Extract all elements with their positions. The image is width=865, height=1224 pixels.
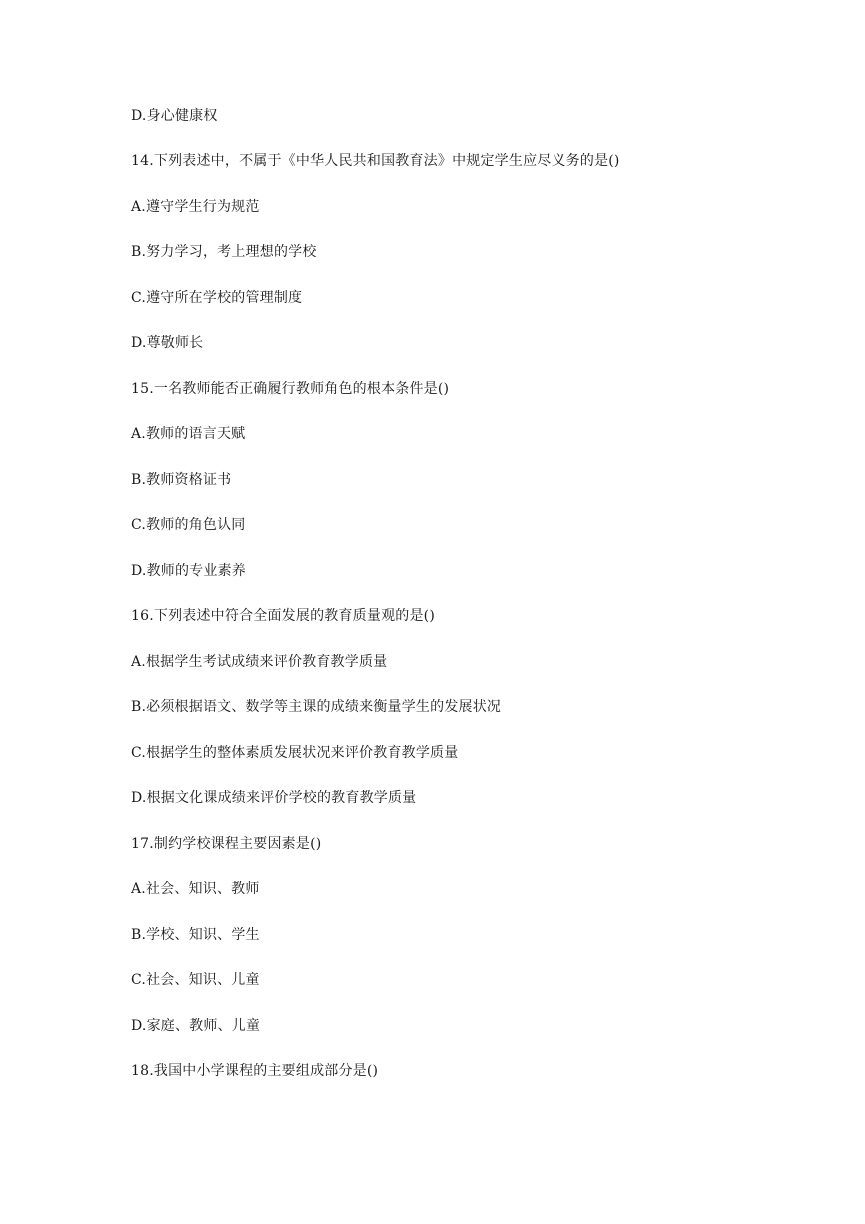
option-14-b: B.努力学习，考上理想的学校 bbox=[131, 244, 317, 260]
option-16-c: C.根据学生的整体素质发展状况来评价教育教学质量 bbox=[131, 745, 459, 761]
option-14-d: D.尊敬师长 bbox=[131, 335, 204, 351]
question-14: 14.下列表述中，不属于《中华人民共和国教育法》中规定学生应尽义务的是() bbox=[131, 153, 620, 169]
question-17: 17.制约学校课程主要因素是() bbox=[131, 836, 322, 852]
option-16-b: B.必须根据语文、数学等主课的成绩来衡量学生的发展状况 bbox=[131, 699, 502, 715]
question-18: 18.我国中小学课程的主要组成部分是() bbox=[131, 1063, 379, 1079]
option-15-d: D.教师的专业素养 bbox=[131, 563, 246, 579]
option-15-c: C.教师的角色认同 bbox=[131, 517, 246, 533]
option-15-a: A.教师的语言天赋 bbox=[131, 426, 246, 442]
question-16: 16.下列表述中符合全面发展的教育质量观的是() bbox=[131, 608, 435, 624]
option-14-a: A.遵守学生行为规范 bbox=[131, 199, 260, 215]
question-15: 15.一名教师能否正确履行教师角色的根本条件是() bbox=[131, 381, 450, 397]
option-14-c: C.遵守所在学校的管理制度 bbox=[131, 290, 303, 306]
option-17-d: D.家庭、教师、儿童 bbox=[131, 1018, 261, 1034]
option-16-d: D.根据文化课成绩来评价学校的教育教学质量 bbox=[131, 790, 417, 806]
option-13-d: D.身心健康权 bbox=[131, 108, 218, 124]
option-17-b: B.学校、知识、学生 bbox=[131, 927, 260, 943]
option-17-a: A.社会、知识、教师 bbox=[131, 881, 260, 897]
option-16-a: A.根据学生考试成绩来评价教育教学质量 bbox=[131, 654, 388, 670]
option-17-c: C.社会、知识、儿童 bbox=[131, 972, 260, 988]
option-15-b: B.教师资格证书 bbox=[131, 472, 232, 488]
